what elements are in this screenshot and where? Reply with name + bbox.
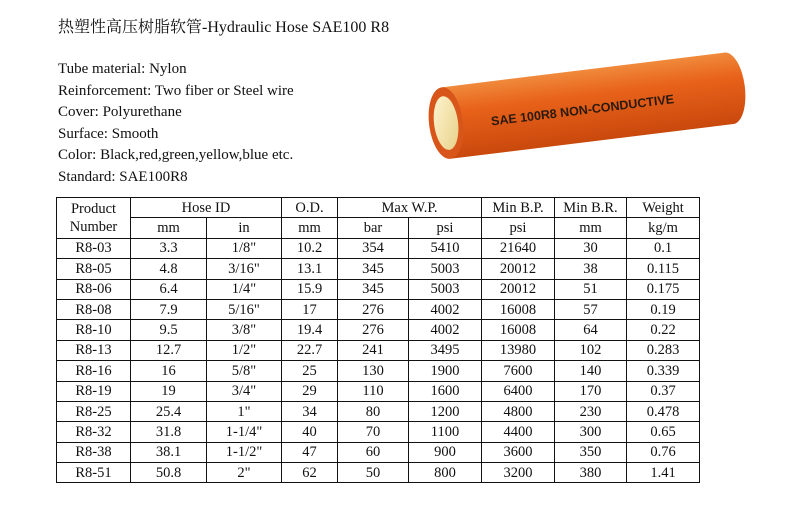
table-cell: 80 — [338, 401, 409, 421]
table-cell: 3/16" — [207, 259, 282, 279]
table-cell: 19 — [131, 381, 207, 401]
table-cell: 1600 — [409, 381, 482, 401]
spec-surface: Surface: Smooth — [58, 125, 159, 142]
table-cell: 60 — [338, 442, 409, 462]
table-row — [57, 361, 700, 381]
header-od: O.D. — [282, 198, 338, 218]
table-cell: 380 — [555, 463, 627, 483]
table-cell: 5410 — [409, 238, 482, 258]
table-cell: 30 — [555, 238, 627, 258]
table-cell: 29 — [282, 381, 338, 401]
table-cell: 38 — [555, 259, 627, 279]
header-min-br: Min B.R. — [555, 198, 627, 218]
table-cell: 17 — [282, 299, 338, 319]
table-cell: 57 — [555, 299, 627, 319]
table-cell: 1.41 — [627, 463, 700, 483]
table-cell: 1-1/4" — [207, 422, 282, 442]
spec-list — [58, 59, 294, 189]
table-cell: 4800 — [482, 401, 555, 421]
table-cell: 25.4 — [131, 401, 207, 421]
table-cell: 5003 — [409, 279, 482, 299]
table-cell: 1100 — [409, 422, 482, 442]
table-cell: 345 — [338, 259, 409, 279]
table-cell: 31.8 — [131, 422, 207, 442]
table-cell: 0.283 — [627, 340, 700, 360]
product-number-cell: R8-32 — [57, 422, 131, 442]
table-cell: 0.115 — [627, 259, 700, 279]
table-cell: 34 — [282, 401, 338, 421]
product-number-cell: R8-10 — [57, 320, 131, 340]
table-cell: 0.339 — [627, 361, 700, 381]
table-cell: 0.478 — [627, 401, 700, 421]
table-cell: 22.7 — [282, 340, 338, 360]
spec-tube-material: Tube material: Nylon — [58, 61, 187, 77]
table-cell: 4002 — [409, 299, 482, 319]
table-body — [57, 238, 700, 483]
table-cell: 50.8 — [131, 463, 207, 483]
table-cell: 6.4 — [131, 279, 207, 299]
table-cell: 47 — [282, 442, 338, 462]
unit-cell: kg/m — [627, 218, 700, 238]
table-cell: 70 — [338, 422, 409, 442]
table-cell: 276 — [338, 299, 409, 319]
table-cell: 110 — [338, 381, 409, 401]
table-row — [57, 401, 700, 421]
table-units-row — [57, 218, 700, 238]
table-cell: 7.9 — [131, 299, 207, 319]
header-max-wp: Max W.P. — [338, 198, 482, 218]
product-number-cell: R8-25 — [57, 401, 131, 421]
table-cell: 140 — [555, 361, 627, 381]
header-weight: Weight — [627, 198, 700, 218]
table-cell: 3200 — [482, 463, 555, 483]
table-cell: 13980 — [482, 340, 555, 360]
table-cell: 130 — [338, 361, 409, 381]
header-hose-id: Hose ID — [131, 198, 282, 218]
table-cell: 3.3 — [131, 238, 207, 258]
table-cell: 102 — [555, 340, 627, 360]
table-cell: 3495 — [409, 340, 482, 360]
product-number-cell: R8-05 — [57, 259, 131, 279]
table-cell: 25 — [282, 361, 338, 381]
table-cell: 7600 — [482, 361, 555, 381]
table-cell: 5/8" — [207, 361, 282, 381]
table-cell: 0.37 — [627, 381, 700, 401]
unit-cell: psi — [409, 218, 482, 238]
table-row — [57, 320, 700, 340]
table-header-row — [57, 198, 700, 218]
table-row — [57, 299, 700, 319]
unit-cell: mm — [555, 218, 627, 238]
table-cell: 6400 — [482, 381, 555, 401]
page-title: 热塑性高压树脂软管-Hydraulic Hose SAE100 R8 — [58, 19, 390, 36]
table-cell: 0.1 — [627, 238, 700, 258]
product-number-cell: R8-16 — [57, 361, 131, 381]
spec-color: Color: Black,red,green,yellow,blue etc. — [58, 147, 294, 164]
table-cell: 1-1/2" — [207, 442, 282, 462]
table-row — [57, 259, 700, 279]
table-cell: 20012 — [482, 259, 555, 279]
spec-cover: Cover: Polyurethane — [58, 104, 182, 121]
table-cell: 170 — [555, 381, 627, 401]
table-row — [57, 238, 700, 258]
table-cell: 230 — [555, 401, 627, 421]
table-cell: 900 — [409, 442, 482, 462]
spec-reinforcement: Reinforcement: Two fiber or Steel wire — [58, 82, 294, 99]
table-cell: 50 — [338, 463, 409, 483]
table-cell: 10.2 — [282, 238, 338, 258]
table-cell: 16008 — [482, 320, 555, 340]
table-row — [57, 340, 700, 360]
table-cell: 0.65 — [627, 422, 700, 442]
table-cell: 0.19 — [627, 299, 700, 319]
table-cell: 0.22 — [627, 320, 700, 340]
table-cell: 1/4" — [207, 279, 282, 299]
table-cell: 40 — [282, 422, 338, 442]
table-cell: 16 — [131, 361, 207, 381]
table-cell: 345 — [338, 279, 409, 299]
table-cell: 62 — [282, 463, 338, 483]
table-cell: 1200 — [409, 401, 482, 421]
product-number-cell: R8-03 — [57, 238, 131, 258]
hose-image — [420, 50, 750, 162]
table-cell: 350 — [555, 442, 627, 462]
table-cell: 5/16" — [207, 299, 282, 319]
unit-cell: in — [207, 218, 282, 238]
table-cell: 19.4 — [282, 320, 338, 340]
unit-cell: psi — [482, 218, 555, 238]
table-cell: 4.8 — [131, 259, 207, 279]
table-row — [57, 422, 700, 442]
table-cell: 3600 — [482, 442, 555, 462]
unit-cell: mm — [131, 218, 207, 238]
product-number-cell: R8-13 — [57, 340, 131, 360]
spec-standard: Standard: SAE100R8 — [58, 168, 188, 185]
table-cell: 20012 — [482, 279, 555, 299]
header-product-number: Product Number — [57, 198, 131, 239]
table-cell: 800 — [409, 463, 482, 483]
table-cell: 300 — [555, 422, 627, 442]
table-cell: 15.9 — [282, 279, 338, 299]
product-number-cell: R8-51 — [57, 463, 131, 483]
table-cell: 51 — [555, 279, 627, 299]
unit-cell: bar — [338, 218, 409, 238]
table-cell: 38.1 — [131, 442, 207, 462]
table-cell: 3/8" — [207, 320, 282, 340]
table-row — [57, 381, 700, 401]
table-cell: 64 — [555, 320, 627, 340]
table-cell: 1" — [207, 401, 282, 421]
table-cell: 1/8" — [207, 238, 282, 258]
table-row — [57, 442, 700, 462]
table-row — [57, 463, 700, 483]
header-min-bp: Min B.P. — [482, 198, 555, 218]
table-cell: 5003 — [409, 259, 482, 279]
product-number-cell: R8-06 — [57, 279, 131, 299]
table-cell: 0.76 — [627, 442, 700, 462]
unit-cell: mm — [282, 218, 338, 238]
table-cell: 2" — [207, 463, 282, 483]
spec-table — [56, 197, 700, 483]
table-cell: 1900 — [409, 361, 482, 381]
hose-label: SAE 100R8 NON-CONDUCTIVE — [490, 92, 675, 129]
table-cell: 241 — [338, 340, 409, 360]
table-cell: 1/2" — [207, 340, 282, 360]
table-cell: 3/4" — [207, 381, 282, 401]
table-cell: 4400 — [482, 422, 555, 442]
product-number-cell: R8-38 — [57, 442, 131, 462]
table-cell: 9.5 — [131, 320, 207, 340]
table-cell: 354 — [338, 238, 409, 258]
table-cell: 4002 — [409, 320, 482, 340]
table-cell: 0.175 — [627, 279, 700, 299]
table-cell: 21640 — [482, 238, 555, 258]
table-cell: 16008 — [482, 299, 555, 319]
table-row — [57, 279, 700, 299]
table-cell: 12.7 — [131, 340, 207, 360]
product-number-cell: R8-19 — [57, 381, 131, 401]
table-cell: 276 — [338, 320, 409, 340]
table-cell: 13.1 — [282, 259, 338, 279]
product-number-cell: R8-08 — [57, 299, 131, 319]
